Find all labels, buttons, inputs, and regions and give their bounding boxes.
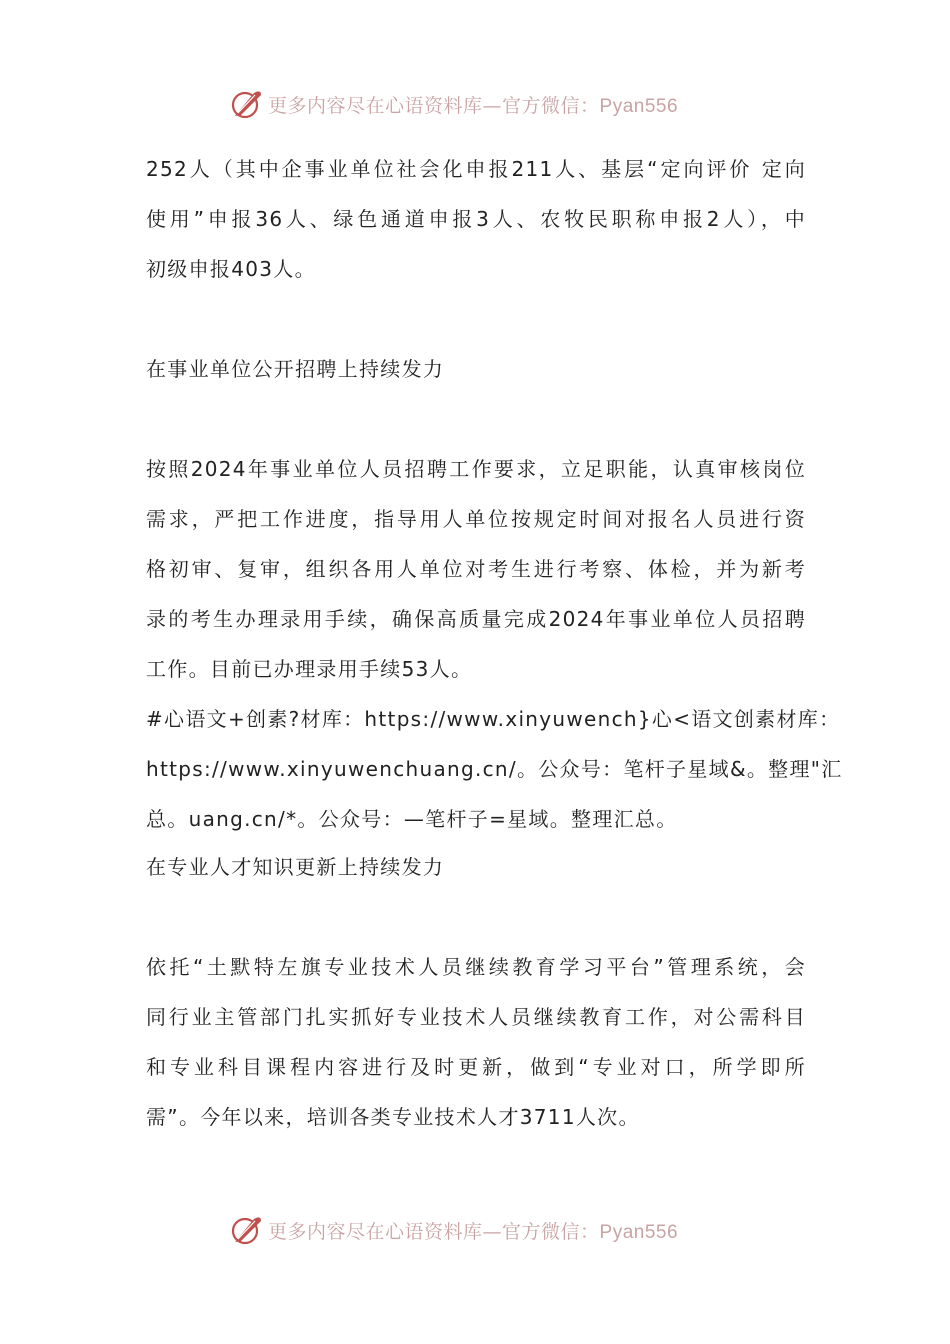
wechat-id: Pyan556 bbox=[599, 1221, 679, 1243]
paragraph-applications bbox=[146, 144, 806, 294]
text-line: 使用”申报36人、绿色通道申报3人、农牧民职称申报2人），中 bbox=[146, 207, 806, 231]
header-banner bbox=[228, 86, 678, 122]
section-heading: 在专业人才知识更新上持续发力 bbox=[146, 855, 445, 879]
section-heading: 在事业单位公开招聘上持续发力 bbox=[146, 357, 445, 381]
section-heading-training bbox=[146, 842, 806, 892]
text-line: 录的考生办理录用手续，确保高质量完成2024年事业单位人员招聘 bbox=[146, 607, 806, 631]
text-line: #心语文+创素?材库：https://www.xinyuwench}心<语文创素材库： bbox=[146, 707, 841, 731]
text-line: 需”。今年以来，培训各类专业技术人才3711人次。 bbox=[146, 1105, 640, 1129]
paragraph-watermark bbox=[146, 694, 843, 844]
text-line: 依托“土默特左旗专业技术人员继续教育学习平台”管理系统，会 bbox=[146, 955, 806, 979]
text-line: 同行业主管部门扎实抓好专业技术人员继续教育工作，对公需科目 bbox=[146, 1005, 806, 1029]
text-line: 工作。目前已办理录用手续53人。 bbox=[146, 657, 473, 681]
text-line: https://www.xinyuwenchuang.cn/。公众号：笔杆子星域&。整理"汇 bbox=[146, 757, 843, 781]
paragraph-training bbox=[146, 942, 806, 1142]
text-line: 按照2024年事业单位人员招聘工作要求，立足职能，认真审核岗位 bbox=[146, 457, 806, 481]
quill-pen-circle-icon bbox=[228, 1212, 264, 1248]
banner-text bbox=[268, 1217, 678, 1244]
banner-text bbox=[268, 91, 678, 118]
text-line: 格初审、复审，组织各用人单位对考生进行考察、体检，并为新考 bbox=[146, 557, 806, 581]
section-heading-recruitment bbox=[146, 344, 806, 394]
text-line: 252人（其中企事业单位社会化申报211人、基层“定向评价 定向 bbox=[146, 157, 806, 181]
text-line: 初级申报403人。 bbox=[146, 257, 316, 281]
quill-pen-circle-icon bbox=[228, 86, 264, 122]
banner-slogan: 更多内容尽在心语资料库—官方微信： bbox=[268, 94, 600, 117]
paragraph-recruitment bbox=[146, 444, 806, 694]
footer-banner bbox=[228, 1212, 678, 1248]
text-line: 和专业科目课程内容进行及时更新，做到“专业对口，所学即所 bbox=[146, 1055, 806, 1079]
banner-slogan: 更多内容尽在心语资料库—官方微信： bbox=[268, 1220, 600, 1243]
text-line: 总。uang.cn/*。公众号：—笔杆子=星域。整理汇总。 bbox=[146, 807, 678, 831]
text-line: 需求，严把工作进度，指导用人单位按规定时间对报名人员进行资 bbox=[146, 507, 806, 531]
wechat-id: Pyan556 bbox=[599, 95, 679, 117]
